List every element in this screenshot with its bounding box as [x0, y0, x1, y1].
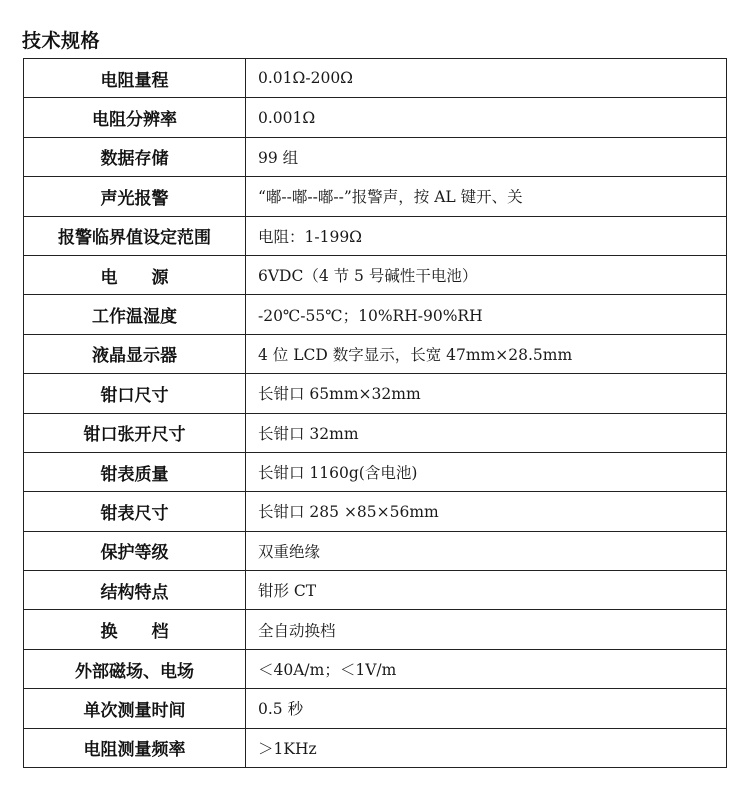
spec-value: 0.001Ω: [246, 98, 727, 137]
spec-label: 电阻量程: [24, 59, 246, 98]
spec-label: 钳口张开尺寸: [24, 413, 246, 452]
spec-value: 4 位 LCD 数字显示，长宽 47mm×28.5mm: [246, 334, 727, 373]
spec-label: 数据存储: [24, 137, 246, 176]
table-row: [24, 59, 727, 98]
spec-label: 电 源: [24, 255, 246, 294]
spec-value: 钳形 CT: [246, 571, 727, 610]
spec-value: 0.01Ω-200Ω: [246, 59, 727, 98]
table-row: [24, 492, 727, 531]
spec-value: 全自动换档: [246, 610, 727, 649]
spec-value: 长钳口 285 ×85×56mm: [246, 492, 727, 531]
table-row: [24, 255, 727, 294]
table-row: [24, 689, 727, 728]
spec-value: 长钳口 65mm×32mm: [246, 374, 727, 413]
spec-label: 外部磁场、电场: [24, 649, 246, 688]
spec-value: ＜40A/m；＜1V/m: [246, 649, 727, 688]
spec-label: 电阻分辨率: [24, 98, 246, 137]
spec-label: 声光报警: [24, 177, 246, 216]
table-row: [24, 452, 727, 491]
spec-label: 钳表质量: [24, 452, 246, 491]
spec-label: 电阻测量频率: [24, 728, 246, 767]
spec-label: 钳口尺寸: [24, 374, 246, 413]
spec-label: 钳表尺寸: [24, 492, 246, 531]
table-row: [24, 334, 727, 373]
spec-label: 工作温湿度: [24, 295, 246, 334]
table-row: [24, 649, 727, 688]
spec-value: 电阻：1-199Ω: [246, 216, 727, 255]
spec-label: 报警临界值设定范围: [24, 216, 246, 255]
table-row: [24, 728, 727, 767]
table-row: [24, 531, 727, 570]
table-row: [24, 177, 727, 216]
spec-value: 双重绝缘: [246, 531, 727, 570]
table-row: [24, 610, 727, 649]
table-row: [24, 137, 727, 176]
spec-label: 结构特点: [24, 571, 246, 610]
spec-value: 0.5 秒: [246, 689, 727, 728]
spec-label: 换 档: [24, 610, 246, 649]
spec-value: 长钳口 1160g(含电池): [246, 452, 727, 491]
spec-table: [23, 58, 727, 768]
table-row: [24, 98, 727, 137]
spec-value: 长钳口 32mm: [246, 413, 727, 452]
spec-label: 单次测量时间: [24, 689, 246, 728]
table-row: [24, 216, 727, 255]
table-row: [24, 295, 727, 334]
page-title: 技术规格: [22, 30, 101, 52]
spec-label: 保护等级: [24, 531, 246, 570]
spec-value: ＞1KHz: [246, 728, 727, 767]
table-row: [24, 413, 727, 452]
spec-value: 6VDC（4 节 5 号碱性干电池）: [246, 255, 727, 294]
table-row: [24, 571, 727, 610]
table-row: [24, 374, 727, 413]
spec-label: 液晶显示器: [24, 334, 246, 373]
spec-value: 99 组: [246, 137, 727, 176]
spec-value: -20℃-55℃；10%RH-90%RH: [246, 295, 727, 334]
spec-value: “嘟--嘟--嘟--”报警声，按 AL 键开、关: [246, 177, 727, 216]
